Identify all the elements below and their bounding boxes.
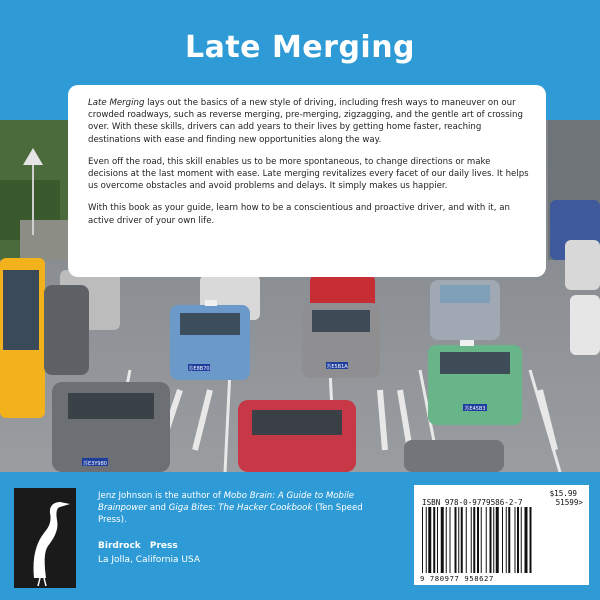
barcode-bar bbox=[422, 507, 423, 573]
barcode-box bbox=[414, 485, 589, 585]
barcode-bar bbox=[521, 507, 522, 573]
barcode-bar bbox=[426, 507, 427, 573]
author-book-1: Mobo Brain: A Guide to Mobile Brainpower bbox=[98, 491, 355, 513]
author-book-2: Giga Bites: The Hacker Cookbook bbox=[168, 503, 313, 513]
road-sign-pole bbox=[32, 165, 34, 235]
barcode-bar bbox=[508, 507, 510, 573]
barcode-bar bbox=[455, 507, 457, 573]
barcode-bar bbox=[441, 507, 444, 573]
author-bio-mid: and bbox=[147, 503, 169, 513]
blurb-paragraph-2: Even off the road, this skill enables us to be more spontaneous, to change directions or make decisions at the last moment with ease. Late merging revitalizes every facet of our daily lives. It helps us overcome obstacles and avoid problems and delays. It simply makes us happier. bbox=[88, 156, 529, 192]
barcode-bar bbox=[473, 507, 475, 573]
blurb-title-italic: Late Merging bbox=[88, 98, 145, 108]
price-addon-code: 51599> bbox=[555, 498, 583, 507]
barcode-bar bbox=[461, 507, 463, 573]
ean-number: 9 780977 958627 bbox=[420, 574, 494, 583]
plate-text: 苏E8B70 bbox=[188, 366, 210, 372]
author-bio bbox=[98, 490, 378, 526]
barcode-bar bbox=[486, 507, 487, 573]
barcode-bar bbox=[446, 507, 447, 573]
heron-logo-icon bbox=[14, 488, 76, 588]
publisher-location: La Jolla, California USA bbox=[98, 555, 201, 565]
barcode-bar bbox=[458, 507, 459, 573]
barcode-bar bbox=[525, 507, 528, 573]
barcode-bar bbox=[530, 507, 532, 573]
blurb-paragraph-1-text: lays out the basics of a new style of driving, including fresh ways to maneuver on our crowded roadways, such as reverse merging, pre-merging, zigzagging, and the gentle art of crossing over. With these skills, drivers can add years to their lives by getting home faster, reaching destinations with ease and finding new opportunities along the way. bbox=[88, 98, 523, 145]
grey-car-left bbox=[44, 285, 89, 375]
barcode-bars bbox=[422, 507, 584, 573]
plate-text: 苏E3Y980 bbox=[83, 461, 107, 467]
barcode-bar bbox=[481, 507, 482, 573]
plate-text: 苏E45B3 bbox=[464, 406, 486, 412]
barcode-bar bbox=[466, 507, 467, 573]
blurb-paragraph-3: With this book as your guide, learn how to be a conscientious and proactive driver, and with it, an active driver of your own life. bbox=[88, 203, 510, 226]
price-label: $15.99 bbox=[549, 489, 577, 498]
barcode-bar bbox=[477, 507, 479, 573]
author-bio-post: (Ten Speed Press). bbox=[98, 503, 363, 525]
barcode-bar bbox=[515, 507, 516, 573]
barcode-bar bbox=[437, 507, 438, 573]
barcode-bar bbox=[471, 507, 472, 573]
publisher-name: Birdrock Press bbox=[98, 541, 178, 551]
isbn-label: ISBN 978-0-9779586-2-7 bbox=[422, 498, 523, 507]
barcode-bar bbox=[428, 507, 431, 573]
barcode-bar bbox=[506, 507, 507, 573]
blurb-paragraph-1 bbox=[88, 97, 530, 146]
barcode-bar bbox=[490, 507, 492, 573]
barcode-bar bbox=[496, 507, 499, 573]
blurb-card bbox=[68, 85, 546, 277]
author-bio-pre: Jenz Johnson is the author of bbox=[98, 491, 224, 501]
plate-text: 苏E5B1A bbox=[326, 364, 348, 370]
barcode-bar bbox=[450, 507, 451, 573]
barcode-bar bbox=[502, 507, 503, 573]
book-title: Late Merging bbox=[184, 30, 416, 65]
barcode-bar bbox=[493, 507, 494, 573]
barcode-bar bbox=[517, 507, 519, 573]
barcode-bar bbox=[433, 507, 435, 573]
